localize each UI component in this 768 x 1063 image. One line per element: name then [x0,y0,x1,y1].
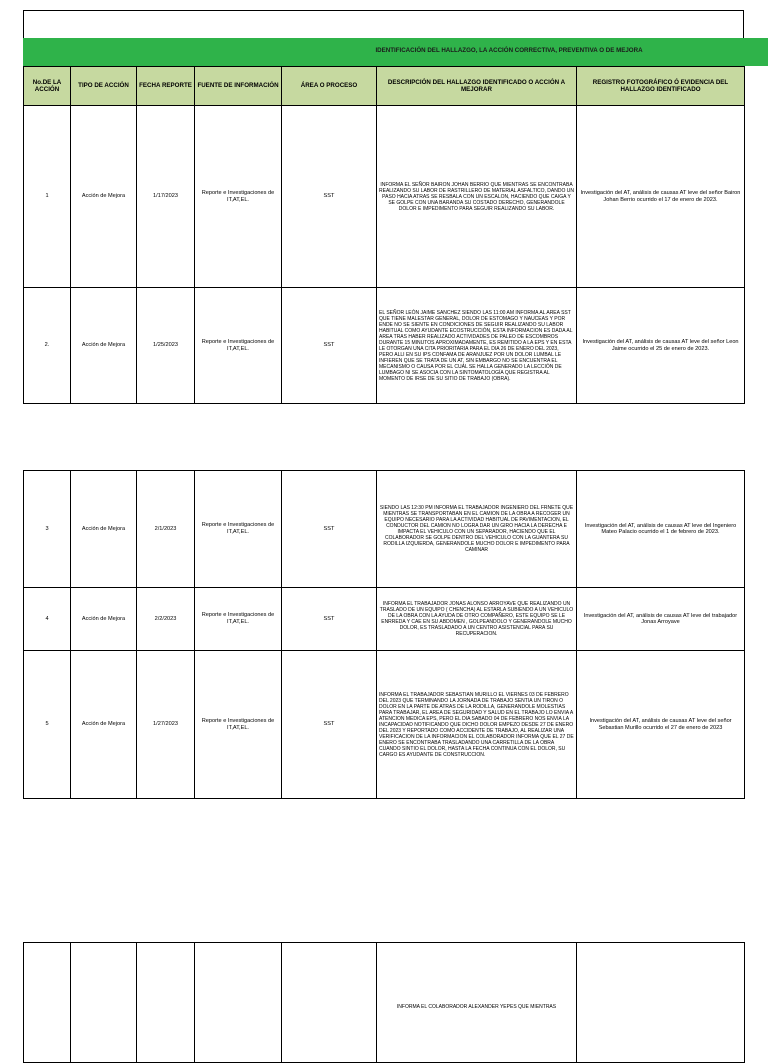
cell-descripcion: SIENDO LAS 12:30 PM INFORMA EL TRABAJADOR INGENIERO DEL FRNETE QUE MIENTRAS SE TRANSPORTABAN EN EL CAMION DE LA OBRA A RECOGER UN EQUIPO NECESARIO PARA LA ACTIVIDAD HABITUAL DE PAVIMENTACION, EL CONDUCTOR DEL CAMION NO LOGRA DAR UN GIRO HACIA LA DERECHA E IMPACTA EL VEHICULO CON UN SEPARADOR, HACIENDO QUE EL COLABORADOR SE GOLPE DENTRO DEL VEHICULO CON LA GUANTERA SU RODILLA IZQUIERDA, GENERANDOLE MUCHO DOLOR E IMPEDIMENTO PARA CAMINAR [377,471,577,588]
cell-area: SST [282,471,377,588]
cell-fuente: Reporte e Investigaciones de IT,AT,EL. [195,106,282,288]
cell-descripcion: INFORMA EL TRABAJADOR JONAS ALONSO ARROYAVE QUE REALIZANDO UN TRASLADO DE UN EQUIPO ( CHENCHA) AL ESTARLA SUBIENDO A UN VEHICULO DE LA OBRA CON LA AYUDA DE OTRO COMPAÑERO, ESTE EQUIPO SE LE ENRREDA Y CAE EN SU ABDOMEN , GOLPEANDOLO Y GENERANDOLE MUCHO DOLOR, ES TRASLADADO A UN CENTRO ASISTENCIAL PARA SU RECUPERACION. [377,588,577,651]
cell-fuente: Reporte e Investigaciones de IT,AT,EL. [195,651,282,799]
cell-no [24,943,71,1063]
cell-no: 3 [24,471,71,588]
cell-fecha: 1/27/2023 [137,651,195,799]
table-row [24,651,745,799]
cell-registro [577,943,745,1063]
cell-fecha: 1/25/2023 [137,288,195,404]
cell-area [282,943,377,1063]
cell-fecha [137,943,195,1063]
table-row [24,106,745,288]
cell-fuente [195,943,282,1063]
findings-table-page-1 [23,66,745,404]
cell-tipo: Acción de Mejora [71,106,137,288]
cell-area: SST [282,588,377,651]
findings-table-page-3 [23,942,745,1063]
cell-tipo [71,943,137,1063]
table-row [24,288,745,404]
cell-fecha: 2/1/2023 [137,471,195,588]
cell-fecha: 1/17/2023 [137,106,195,288]
cell-descripcion: EL SEÑOR LEÓN JAIME SANCHEZ SIENDO LAS 11:00 AM INFORMA AL AREA SST QUE TIENE MALESTAR GENERAL, DOLOR DE ESTOMAGO Y NAUCEAS Y POR ENDE NO SE SIENTE EN CONDICIONES DE SEGUIR REALIZANDO SU LABOR HABITUAL COMO AYUDANTE ECOSTRUCCIÓN, ESTA INFORMACION ES DADA AL AREA TRAS HABER REALIZADO ACTIVIDADES DE PALEO DE ESCOMBROS DURANTE 15 MINUTOS APROXIMADAMENTE, ES REMITIDO A LA EPS Y EN ESTA LE OTORGAN UNA CITA PRIORITARIA PARA EL DIA 26 DE ENERO DEL 2023, PERO ALLI EN SU IPS CONFAMA DE ARANJUEZ POR UN DOLOR LUMBAL LE INFIEREN QUE SE TRATA DE UN AT, SIN EMBARGO NO SE ENCUENTRA EL MECANISMO O CAUSA POR EL CUÁL SE HALLA GENERADO LA LECCIÓN DE LUMBAGO NI SE ASOCIA CON LA SINTOMATOLOGÍA QUE REGISTRA AL MOMENTO DE IRSE DE SU SITIO DE TRABAJO (OBRA). [377,288,577,404]
cell-no: 5 [24,651,71,799]
cell-registro: Investigación del AT, análisis de causas AT leve del señor Leon Jaime ocurrido el 25 de enero de 2023. [577,288,745,404]
cell-fuente: Reporte e Investigaciones de IT,AT,EL. [195,288,282,404]
section-title-bar [23,38,768,66]
header-no: No.DE LA ACCIÓN [24,67,71,106]
cell-descripcion: INFORMA EL COLABORADOR ALEXANDER YEPES QUE MIENTRAS [377,943,577,1063]
cell-no: 2. [24,288,71,404]
header-area: ÁREA O PROCESO [282,67,377,106]
header-descripcion: DESCRIPCIÓN DEL HALLAZGO IDENTIFICADO O ACCIÓN A MEJORAR [377,67,577,106]
cell-fuente: Reporte e Investigaciones de IT,AT,EL. [195,471,282,588]
cell-area: SST [282,288,377,404]
document-header-box [23,10,744,38]
cell-tipo: Acción de Mejora [71,471,137,588]
header-registro: REGISTRO FOTOGRÁFICO Ó EVIDENCIA DEL HALLAZGO IDENTIFICADO [577,67,745,106]
cell-registro: Investigación del AT, análisis de causas AT leve del trabajador Jonas Arroyave [577,588,745,651]
findings-table-page-2 [23,470,745,799]
cell-descripcion: INFORMA EL SEÑOR BAIRON JOHAN BERRIO QUE MIENTRAS SE ENCONTRABA REALIZANDO SU LABOR DE RASTRILLERO DE MATERIAL ASFALTICO, DANDO UN PASO HACIA ATRAS SE RESBALA CON UN ESCALON, HACIENDO QUE CAIGA Y SE GOLPE CON UNA BARANDA SU COSTADO DERECHO, GENERANDOLE DOLOR E IMPEDIMENTO PARA SEGUIR REALIZANDO SU LABOR. [377,106,577,288]
header-fecha: FECHA REPORTE [137,67,195,106]
cell-descripcion: INFORMA EL TRABAJADOR SEBASTIAN MURILLO EL VIERNES 03 DE FEBRERO DEL 2023 QUE TERMINANDO LA JORNADA DE TRABAJO SENTIA UN TIRON O DOLOR EN LA PARTE DE ATRAS DE LA RODILLA, GENERANDOLE MOLESTIAS PARA TRABAJAR, EL AREA DE SEGURIDAD Y SALUD EN EL TRABAJO LO ENVIA A ATENCION MEDICA EPS, PERO EL DIA SABADO 04 DE FEBRERO NOS ENVIA LA INCAPACIDAD NOTIFICANDO QUE DICHO DOLOR EMPEZO DESDE 27 DE ENERO DEL 2023 Y REPORTADO COMO ACCIDENTE DE TRABAJO, AL REALIZAR UNA VERIFICACION DE LA INFORMACION EL COLABORADOR INFORMA QUE EL 27 DE ENERO SE ENCONTRABA TRASLADANDO UNA CARRETILLA DE LA OBRA CUANDO SINTIO EL DOLOR, HASTA LA FECHA CONTINUA CON EL DOLOR, SU CARGO ES AYUDANTE DE CONSTRUCCION. [377,651,577,799]
cell-area: SST [282,106,377,288]
cell-registro: Investigación del AT, análisis de causas AT leve del señor Sebastian Murillo ocurrido el 27 de enero de 2023 [577,651,745,799]
table-row [24,943,745,1063]
cell-registro: Investigación del AT, análisis de causas AT leve del señor Bairon Johan Berrio ocurrido el 17 de enero de 2023. [577,106,745,288]
green-bar-extension [744,38,768,66]
cell-no: 1 [24,106,71,288]
cell-fecha: 2/2/2023 [137,588,195,651]
table-row [24,471,745,588]
cell-fuente: Reporte e Investigaciones de IT,AT,EL. [195,588,282,651]
cell-tipo: Acción de Mejora [71,288,137,404]
header-tipo: TIPO DE ACCIÓN [71,67,137,106]
table-row [24,588,745,651]
cell-tipo: Acción de Mejora [71,651,137,799]
cell-registro: Investigación del AT, análisis de causas AT leve del Ingeniero Mateo Palacio ocurrido el 1 de febrero de 2023. [577,471,745,588]
section-title: IDENTIFICACIÓN DEL HALLAZGO, LA ACCIÓN CORRECTIVA, PREVENTIVA O DE MEJORA [375,47,643,54]
header-fuente: FUENTE DE INFORMACIÓN [195,67,282,106]
cell-tipo: Acción de Mejora [71,588,137,651]
table-header-row [24,67,745,106]
cell-area: SST [282,651,377,799]
cell-no: 4 [24,588,71,651]
